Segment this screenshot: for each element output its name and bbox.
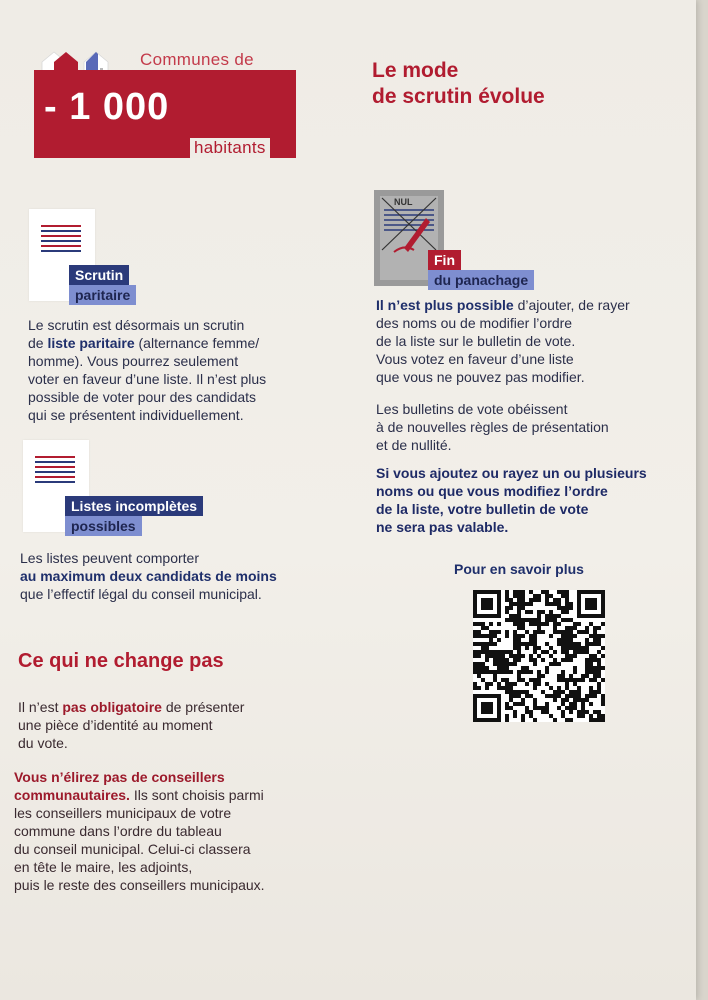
text-line: de la liste sur le bulletin de vote. bbox=[376, 333, 576, 349]
page-title bbox=[372, 58, 545, 110]
text-line: voter en faveur d’une liste. Il n’est plus bbox=[28, 371, 267, 387]
text-line: en tête le maire, les adjoints, bbox=[14, 859, 193, 875]
label-line-1: Listes incomplètes bbox=[65, 496, 203, 516]
panachage-p2 bbox=[376, 400, 686, 454]
text-line bbox=[18, 698, 348, 716]
text-line: Si vous ajoutez ou rayez un ou plusieurs bbox=[376, 465, 647, 481]
qr-code[interactable] bbox=[473, 590, 605, 722]
header-habitants: habitants bbox=[190, 138, 270, 158]
text-span: Ils sont choisis parmi bbox=[129, 787, 264, 803]
text-bold: au maximum deux candidats de moins bbox=[20, 568, 277, 584]
text-line bbox=[20, 567, 350, 585]
text-line: commune dans l’ordre du tableau bbox=[14, 823, 222, 839]
text-line: des noms ou de modifier l’ordre bbox=[376, 315, 573, 331]
section-title-unchanged: Ce qui ne change pas bbox=[18, 650, 224, 672]
text-span: d’ajouter, de rayer bbox=[513, 297, 630, 313]
text-line: puis le reste des conseillers municipaux. bbox=[14, 877, 265, 893]
nul-text: NUL bbox=[394, 197, 413, 207]
text-span: (alternance femme/ bbox=[134, 335, 260, 351]
text-line: les conseillers municipaux de votre bbox=[14, 805, 232, 821]
text-line bbox=[14, 786, 354, 804]
text-bold: Vous n’élirez pas de conseillers bbox=[14, 769, 225, 785]
header-number: - 1 000 bbox=[44, 86, 170, 128]
text-bold: pas obligatoire bbox=[62, 699, 162, 715]
text-line: homme). Vous pourrez seulement bbox=[28, 353, 239, 369]
label-line-2: possibles bbox=[65, 516, 142, 536]
label-line-2: paritaire bbox=[69, 285, 136, 305]
incompletes-text bbox=[20, 549, 350, 603]
text-line: et de nullité. bbox=[376, 437, 452, 453]
text-line: du vote. bbox=[18, 735, 68, 751]
panachage-p1 bbox=[376, 296, 686, 386]
text-line: du conseil municipal. Celui-ci classera bbox=[14, 841, 251, 857]
text-line: à de nouvelles règles de présentation bbox=[376, 419, 609, 435]
text-line: de la liste, votre bulletin de vote bbox=[376, 501, 589, 517]
text-bold: communautaires. bbox=[14, 787, 130, 803]
header-communes: Communes de bbox=[136, 50, 258, 70]
label-line-1: Scrutin bbox=[69, 265, 129, 285]
text-line: ne sera pas valable. bbox=[376, 519, 509, 535]
text-line bbox=[14, 768, 354, 786]
text-line: une pièce d’identité au moment bbox=[18, 717, 213, 733]
text-span: de bbox=[28, 335, 48, 351]
text-line: que l’effectif légal du conseil municipal. bbox=[20, 586, 262, 602]
text-bold: Il n’est plus possible bbox=[376, 297, 514, 313]
text-line: Les bulletins de vote obéissent bbox=[376, 401, 568, 417]
text-line: que vous ne pouvez pas modifier. bbox=[376, 369, 585, 385]
title-line-1: Le mode bbox=[372, 59, 459, 82]
text-line: Vous votez en faveur d’une liste bbox=[376, 351, 574, 367]
paritaire-text bbox=[28, 316, 358, 424]
text-line: Les listes peuvent comporter bbox=[20, 550, 199, 566]
text-bold: liste paritaire bbox=[47, 335, 135, 351]
text-line: qui se présentent individuellement. bbox=[28, 407, 244, 423]
label-listes-incompletes bbox=[65, 496, 203, 536]
more-info-label: Pour en savoir plus bbox=[454, 561, 584, 577]
text-line bbox=[376, 296, 686, 314]
label-fin-panachage bbox=[428, 250, 534, 290]
text-span: Il n’est bbox=[18, 699, 63, 715]
panachage-p3 bbox=[376, 464, 692, 536]
label-line-2: du panachage bbox=[428, 270, 534, 290]
unchanged-p2 bbox=[14, 768, 354, 894]
title-line-2: de scrutin évolue bbox=[372, 85, 545, 108]
label-line-1: Fin bbox=[428, 250, 461, 270]
text-line bbox=[28, 334, 358, 352]
unchanged-p1 bbox=[18, 698, 348, 752]
text-span: de présenter bbox=[161, 699, 245, 715]
text-line: possible de voter pour des candidats bbox=[28, 389, 257, 405]
text-line: Le scrutin est désormais un scrutin bbox=[28, 317, 245, 333]
text-line: noms ou que vous modifiez l’ordre bbox=[376, 483, 608, 499]
label-scrutin-paritaire bbox=[69, 265, 136, 305]
